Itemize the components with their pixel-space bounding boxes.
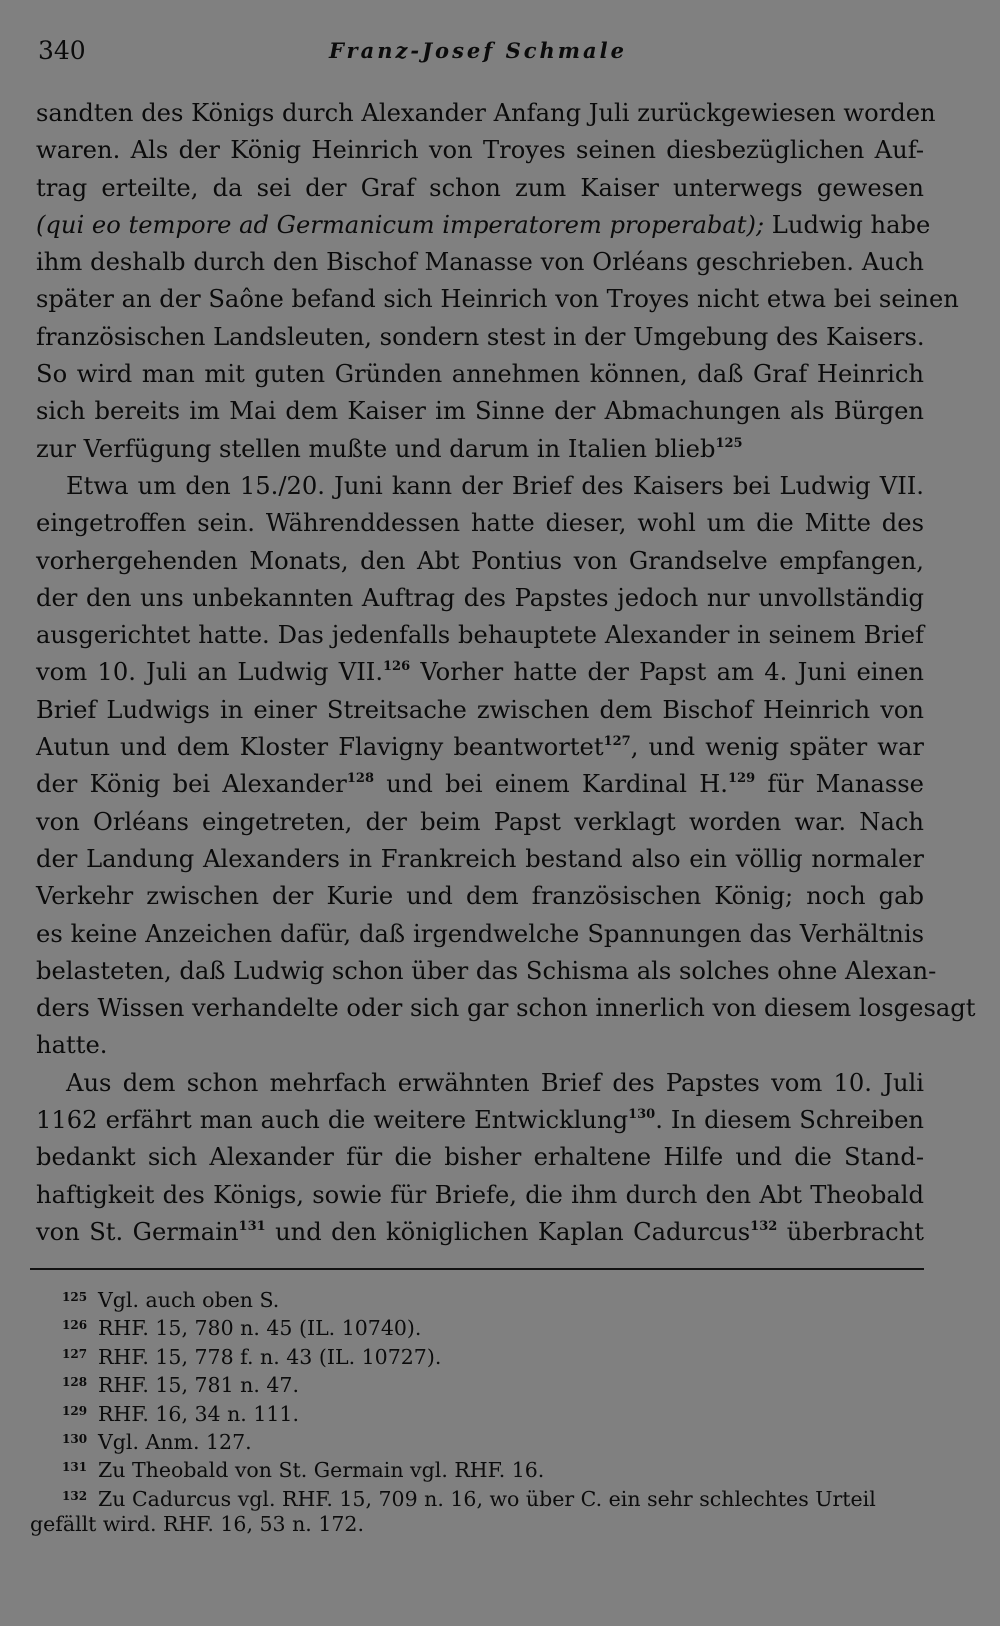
- footnote-ref[interactable]: 129: [727, 771, 756, 787]
- footnote-number: 128: [62, 1375, 88, 1390]
- text-line: Etwa um den 15./20. Juni kann der Brief des Kaisers bei Ludwig VII.: [66, 471, 924, 500]
- text-line: bedankt sich Alexander für die bisher erhaltene Hilfe und die Stand-: [36, 1143, 924, 1172]
- footnote-number: 130: [62, 1431, 88, 1446]
- text-segment: . In diesem Schreiben: [655, 1106, 924, 1135]
- footnote: [30, 1311, 924, 1339]
- footnote: [30, 1283, 924, 1311]
- footnote-ref[interactable]: 130: [628, 1107, 656, 1123]
- text-segment: 1162 erfährt man auch die weitere Entwicklung: [36, 1106, 629, 1135]
- text-line: [36, 431, 924, 468]
- text-line: [36, 207, 931, 244]
- footnote-number: 127: [62, 1346, 88, 1361]
- footnote: [30, 1340, 924, 1368]
- text-line: sich bereits im Mai dem Kaiser im Sinne der Abmachungen als Bürgen: [36, 397, 924, 426]
- text-line: es keine Anzeichen dafür, daß irgendwelche Spannungen das Verhältnis: [36, 919, 924, 948]
- footnote-number: 129: [62, 1403, 88, 1418]
- footnote: [30, 1482, 924, 1510]
- text-segment: Ludwig habe: [764, 210, 931, 239]
- text-line: von Orléans eingetreten, der beim Papst verklagt worden war. Nach: [36, 807, 924, 836]
- footnote-ref[interactable]: 128: [346, 771, 375, 787]
- footnote-ref[interactable]: 131: [238, 1218, 266, 1234]
- footnote: [30, 1453, 924, 1481]
- text-segment: , und wenig später war: [630, 733, 924, 762]
- footnote-text: RHF. 15, 781 n. 47.: [98, 1373, 299, 1398]
- text-line: der Landung Alexanders in Frankreich bestand also ein völlig normaler: [36, 844, 924, 873]
- footnote-text: Zu Theobald von St. Germain vgl. RHF. 16.: [98, 1458, 545, 1483]
- text-line: [36, 729, 924, 766]
- text-segment: zur Verfügung stellen mußte und darum in Italien blieb: [36, 434, 716, 463]
- footnote-number: 132: [62, 1488, 88, 1503]
- footnote: [30, 1368, 924, 1396]
- text-line: waren. Als der König Heinrich von Troyes seinen diesbezüglichen Auf-: [36, 136, 924, 165]
- footnote-divider: [30, 1268, 924, 1270]
- text-line: So wird man mit guten Gründen annehmen können, daß Graf Heinrich: [36, 360, 924, 389]
- text-line: [36, 1214, 924, 1251]
- footnote-ref[interactable]: 127: [603, 734, 631, 750]
- text-line: belasteten, daß Ludwig schon über das Schisma als solches ohne Alexan-: [36, 956, 937, 985]
- text-line: [36, 1102, 924, 1139]
- running-head: Franz-Josef Schmale: [329, 38, 627, 63]
- page-header: [38, 36, 918, 72]
- text-segment: überbracht: [777, 1217, 924, 1246]
- text-line: haftigkeit des Königs, sowie für Briefe, die ihm durch den Abt Theobald: [36, 1180, 924, 1209]
- latin-quote: (qui eo tempore ad Germanicum imperatorem properabat);: [36, 210, 765, 239]
- text-line: hatte.: [36, 1031, 108, 1060]
- text-segment: für Manasse: [755, 770, 924, 799]
- text-line: ausgerichtet hatte. Das jedenfalls behauptete Alexander in seinem Brief: [36, 621, 924, 650]
- body-text: [36, 95, 976, 1251]
- footnote-ref[interactable]: 126: [383, 659, 411, 675]
- text-line: später an der Saône befand sich Heinrich von Troyes nicht etwa bei seinen: [36, 285, 959, 314]
- text-line: [36, 766, 924, 803]
- text-segment: Autun und dem Kloster Flavigny beantwortet: [36, 733, 604, 762]
- text-line: eingetroffen sein. Währenddessen hatte dieser, wohl um die Mitte des: [36, 509, 924, 538]
- text-line: sandten des Königs durch Alexander Anfang Juli zurückgewiesen worden: [36, 99, 936, 127]
- text-line: der den uns unbekannten Auftrag des Papstes jedoch nur unvollständig: [36, 583, 924, 612]
- footnote-text: RHF. 15, 780 n. 45 (IL. 10740).: [98, 1316, 422, 1341]
- text-line: ihm deshalb durch den Bischof Manasse von Orléans geschrieben. Auch: [36, 248, 924, 277]
- text-line: Aus dem schon mehrfach erwähnten Brief des Papstes vom 10. Juli: [66, 1068, 924, 1097]
- footnote: [30, 1425, 924, 1453]
- footnote-text: Vgl. Anm. 127.: [98, 1429, 252, 1454]
- page-number: 340: [38, 36, 86, 65]
- footnote-number: 131: [62, 1460, 88, 1475]
- text-segment: Vorher hatte der Papst am 4. Juni einen: [410, 658, 924, 687]
- footnote-ref[interactable]: 132: [750, 1218, 778, 1234]
- text-line: ders Wissen verhandelte oder sich gar schon innerlich von diesem losgesagt: [36, 994, 976, 1023]
- text-line: Brief Ludwigs in einer Streitsache zwischen dem Bischof Heinrich von: [36, 695, 924, 724]
- footnote-text: RHF. 16, 34 n. 111.: [98, 1401, 299, 1426]
- footnote-number: 126: [62, 1318, 88, 1333]
- text-segment: der König bei Alexander: [36, 770, 347, 799]
- text-segment: vom 10. Juli an Ludwig VII.: [36, 658, 384, 687]
- footnote-text: RHF. 15, 778 f. n. 43 (IL. 10727).: [98, 1344, 442, 1369]
- footnote-text: Zu Cadurcus vgl. RHF. 15, 709 n. 16, wo über C. ein sehr schlechtes Urteil: [98, 1486, 876, 1511]
- text-line: Verkehr zwischen der Kurie und dem französischen König; noch gab: [36, 882, 924, 911]
- footnote-number: 125: [62, 1290, 88, 1304]
- footnotes: [30, 1283, 924, 1539]
- text-line: vorhergehenden Monats, den Abt Pontius von Grandselve empfangen,: [36, 546, 924, 575]
- footnote: [30, 1397, 924, 1425]
- text-segment: und den königlichen Kaplan Cadurcus: [265, 1217, 751, 1246]
- text-line: [36, 654, 924, 691]
- text-line: trag erteilte, da sei der Graf schon zum Kaiser unterwegs gewesen: [36, 173, 924, 202]
- footnote-ref[interactable]: 125: [715, 435, 743, 451]
- text-segment: und bei einem Kardinal H.: [374, 770, 728, 799]
- footnote-text: Vgl. auch oben S.: [98, 1288, 280, 1312]
- footnote-continuation: gefällt wird. RHF. 16, 53 n. 172.: [30, 1512, 364, 1537]
- text-segment: von St. Germain: [36, 1217, 239, 1246]
- text-line: französischen Landsleuten, sondern stest in der Umgebung des Kaisers.: [36, 322, 925, 351]
